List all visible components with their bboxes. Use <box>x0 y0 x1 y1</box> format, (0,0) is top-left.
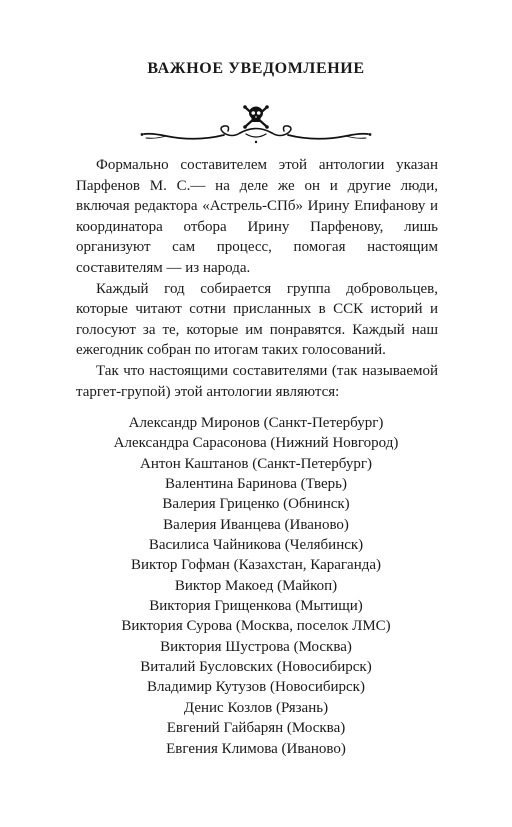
list-item: Александр Миронов (Санкт-Петербург) <box>128 415 384 431</box>
list-item: Владимир Кутузов (Новосибирск) <box>147 679 365 696</box>
paragraph-3: Так что настоящими составителями (так называемой таргет-групой) этой антологии являются: <box>76 362 438 400</box>
list-item: Виталий Бусловских (Новосибирск) <box>140 659 372 676</box>
flourish-divider <box>141 126 372 143</box>
intro-text <box>76 155 438 402</box>
paragraph-2: Каждый год собирается группа добровольцев, которые читают сотни присланных в ССК историй и голосуют за те, которые им понравятся. Каждый наш ежегодник собран по итогам таких голосований. <box>76 280 438 359</box>
list-item: Евгений Гайбарян (Москва) <box>166 720 346 737</box>
list-item: Евгения Климова (Иваново) <box>166 740 346 757</box>
list-item: Виктория Сурова (Москва, поселок ЛМС) <box>121 618 391 635</box>
page-title: ВАЖНОЕ УВЕДОМЛЕНИЕ <box>147 60 365 77</box>
list-item: Александра Сарасонова (Нижний Новгород) <box>113 435 399 452</box>
list-item: Антон Каштанов (Санкт-Петербург) <box>139 455 372 472</box>
list-item: Денис Козлов (Рязань) <box>183 699 329 716</box>
list-item: Василиса Чайникова (Челябинск) <box>148 537 364 554</box>
skull-ornament <box>136 100 376 150</box>
list-item: Валерия Гриценко (Обнинск) <box>162 496 350 513</box>
list-item: Виктор Макоед (Майкоп) <box>174 577 338 594</box>
compilers-list <box>0 413 512 759</box>
list-item: Валерия Иванцева (Иваново) <box>163 516 349 533</box>
list-item: Виктория Шустрова (Москва) <box>160 638 352 655</box>
list-item: Виктория Грищенкова (Мытищи) <box>149 598 363 615</box>
skull-crossbones-icon <box>243 105 269 129</box>
list-item: Валентина Баринова (Тверь) <box>165 476 347 493</box>
paragraph-1: Формально составителем этой антологии указан Парфенов М. С.— на деле же он и другие люди, включая редактора «Астрель-СПб» Ирину Епифанову и координатора отбора Ирину Парфенову, лишь организуют сам процесс, помогая настоящим составителям — из народа. <box>76 157 438 276</box>
list-item: Виктор Гофман (Казахстан, Караганда) <box>130 557 382 574</box>
